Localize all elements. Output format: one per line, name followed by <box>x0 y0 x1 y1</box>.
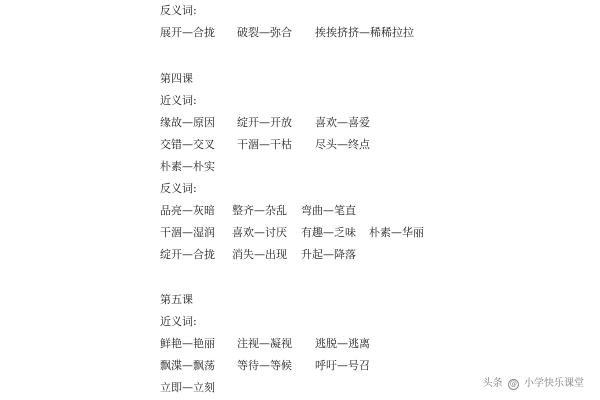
word-pair: 呼吁—号召 <box>315 359 370 372</box>
word-pair: 喜欢—喜爱 <box>315 116 370 129</box>
word-pair: 绽开—开放 <box>237 116 292 129</box>
word-pair: 品亮—灰暗 <box>160 204 215 217</box>
word-pair: 鲜艳—艳丽 <box>160 337 215 350</box>
word-pair: 尽头—终点 <box>315 138 370 151</box>
word-pair: 升起—降落 <box>301 248 356 261</box>
word-pair: 等待—等候 <box>237 359 292 372</box>
word-pair: 展开—合拢 <box>160 26 215 39</box>
word-pair: 喜欢—讨厌 <box>232 226 287 239</box>
section-label: 反义词: <box>160 4 197 17</box>
word-pair: 逃脱—逃离 <box>315 337 370 350</box>
word-pair: 交错—交叉 <box>160 138 215 151</box>
word-pair: 破裂—弥合 <box>237 26 292 39</box>
section-label: 近义词: <box>160 94 197 107</box>
word-pair: 弯曲—笔直 <box>301 204 356 217</box>
watermark-prefix: 头条 <box>482 378 503 389</box>
lesson-heading: 第五课 <box>160 293 193 306</box>
word-pair: 立即—立刻 <box>160 381 215 394</box>
watermark <box>483 374 584 390</box>
section-label: 近义词: <box>160 315 197 328</box>
at-icon: @ <box>509 380 517 388</box>
word-pair: 朴素—华丽 <box>369 226 424 239</box>
word-pair: 有趣—乏味 <box>301 226 356 239</box>
word-pair: 干涸—干枯 <box>237 138 292 151</box>
word-pair: 注视—凝视 <box>237 337 292 350</box>
word-pair: 消失—出现 <box>232 248 287 261</box>
word-pair: 整齐—杂乱 <box>232 204 287 217</box>
word-pair: 飘渫—飘荡 <box>160 359 215 372</box>
section-label: 反义词: <box>160 182 197 195</box>
word-pair: 绽开—合拢 <box>160 248 215 261</box>
lesson-heading: 第四课 <box>160 72 193 85</box>
word-pair: 朴素—朴实 <box>160 160 215 173</box>
word-pair: 挨挨挤挤—稀稀拉拉 <box>315 26 414 39</box>
watermark-account: 小学快乐课堂 <box>524 378 584 389</box>
word-pair: 干涸—湿润 <box>160 226 215 239</box>
word-pair: 缘故—原因 <box>160 116 215 129</box>
